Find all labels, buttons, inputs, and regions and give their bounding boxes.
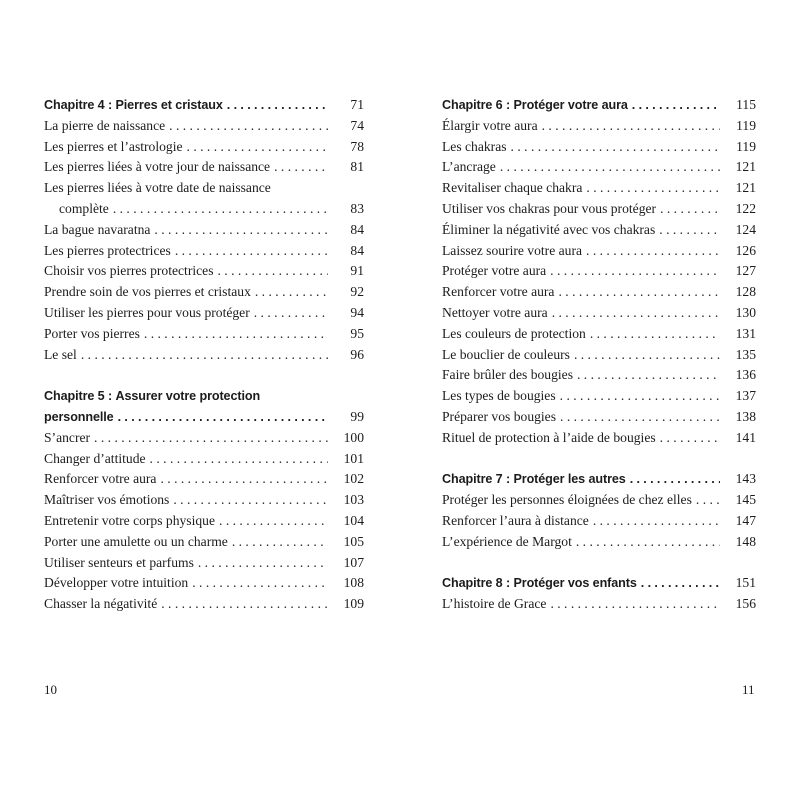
entry-title-wrap [44,220,328,241]
entry-page-number: 91 [350,263,364,279]
toc-entry [44,282,364,303]
toc-entry [442,157,756,178]
entry-title: Les chakras . . . [442,139,507,154]
entry-title: Prendre soin de vos pierres et cristaux . . . [44,284,251,299]
chapter-heading [44,386,364,428]
toc-entry [44,345,364,366]
entry-title-wrap [44,303,328,324]
entry-title: Renforcer l’aura à distance . . . [442,513,589,528]
entry-page-number: 96 [350,346,364,362]
entry-title: L’expérience de Margot . . . [442,534,572,549]
entry-title-wrap [44,553,328,574]
entry-title-wrap [44,116,328,137]
entry-title-wrap [44,428,328,449]
toc-entry [442,282,756,303]
toc-right [442,95,756,615]
entry-title-wrap [442,345,720,366]
entry-title-wrap [44,324,328,345]
entry-title: Les couleurs de protection . . . [442,326,586,341]
toc-entry [442,532,756,553]
entry-page-number: 84 [350,242,364,258]
entry-title-wrap [44,490,328,511]
toc-entry [442,428,756,449]
chapter-page-number: 151 [735,575,756,591]
entry-page-number: 136 [735,367,756,383]
entry-title-wrap [442,407,720,428]
entry-page-number: 100 [343,429,364,445]
entry-page-number: 78 [350,138,364,154]
entry-title: Élargir votre aura . . . [442,118,538,133]
entry-page-number: 138 [735,408,756,424]
entry-page-number: 130 [735,304,756,320]
entry-title-wrap [442,365,720,386]
entry-title: Porter vos pierres . . . [44,326,140,341]
toc-entry [44,178,364,220]
chapter-title [44,386,328,428]
toc-entry [44,428,364,449]
toc-entry [44,261,364,282]
entry-page-number: 122 [735,200,756,216]
entry-title-wrap [442,116,720,137]
entry-title-wrap [442,137,720,158]
entry-page-number: 127 [735,263,756,279]
entry-title: Renforcer votre aura . . . [442,284,554,299]
entry-title: Les pierres et l’astrologie . . . [44,139,183,154]
entry-page-number: 126 [735,242,756,258]
entry-page-number: 135 [735,346,756,362]
chapter-heading [442,95,756,116]
entry-page-number: 156 [735,596,756,612]
toc-entry [44,116,364,137]
entry-title-wrap [442,386,720,407]
entry-title-wrap [44,137,328,158]
entry-title-wrap [44,241,328,262]
toc-entry [442,511,756,532]
entry-page-number: 147 [735,512,756,528]
entry-title: Rituel de protection à l’aide de bougies . . . [442,430,656,445]
entry-title: Les types de bougies . . . [442,388,556,403]
entry-title: Changer d’attitude . . . [44,451,146,466]
entry-title-wrap [44,261,328,282]
entry-title: Éliminer la négativité avec vos chakras . . . [442,222,655,237]
toc-entry [44,490,364,511]
entry-title-wrap [44,511,328,532]
entry-title: Les pierres protectrices . . . [44,243,171,258]
entry-title: Développer votre intuition . . . [44,575,188,590]
toc-entry [442,407,756,428]
entry-title: Nettoyer votre aura . . . [442,305,548,320]
entry-title: La pierre de naissance . . . [44,118,165,133]
entry-title-wrap [442,157,720,178]
entry-page-number: 101 [343,450,364,466]
entry-title: Choisir vos pierres protectrices . . . [44,263,214,278]
chapter-name: Protéger les autres . . . [513,472,625,486]
toc-entry [442,365,756,386]
toc-entry [442,594,756,615]
entry-page-number: 84 [350,221,364,237]
entry-title: L’ancrage . . . [442,159,496,174]
entry-title-wrap [442,490,720,511]
chapter-prefix: Chapitre 8 : [442,576,511,591]
toc-entry [442,116,756,137]
entry-title-wrap [44,594,328,615]
entry-page-number: 121 [735,159,756,175]
toc-entry [44,241,364,262]
toc-entry [44,137,364,158]
entry-title: S’ancrer . . . [44,430,90,445]
toc-entry [442,490,756,511]
chapter-title [442,573,720,594]
toc-entry [442,220,756,241]
toc-entry [44,220,364,241]
entry-title-wrap [442,220,720,241]
entry-title: Chasser la négativité . . . [44,596,157,611]
entry-page-number: 102 [343,471,364,487]
entry-title-wrap [44,282,328,303]
entry-page-number: 81 [350,159,364,175]
page-number-right: 11 [742,682,755,697]
chapter-prefix: Chapitre 4 : [44,98,113,112]
entry-title: Entretenir votre corps physique . . . [44,513,215,528]
toc-entry [44,573,364,594]
entry-title-wrap [442,511,720,532]
entry-page-number: 119 [736,138,756,154]
toc-entry [44,469,364,490]
chapter-title [44,95,328,116]
entry-page-number: 145 [735,492,756,508]
toc-entry [44,553,364,574]
chapter-name: Protéger vos enfants . . . [513,576,636,590]
chapter-name: Assurer votre protection [115,389,261,404]
entry-title: Protéger les personnes éloignées de chez elles . . . [442,492,692,507]
chapter-title [442,95,720,116]
entry-page-number: 74 [350,117,364,133]
entry-page-number: 104 [343,512,364,528]
entry-title: Les pierres liées à votre date de naissance [44,180,271,196]
entry-page-number: 148 [735,533,756,549]
entry-title-wrap [442,428,720,449]
toc-entry [44,532,364,553]
entry-title: Le bouclier de couleurs . . . [442,347,570,362]
toc-entry [442,137,756,158]
chapter-page-number: 71 [350,97,364,112]
entry-title: Porter une amulette ou un charme . . . [44,534,228,549]
entry-title-wrap [44,345,328,366]
entry-title-wrap [442,199,720,220]
toc-left [44,95,364,615]
entry-title-wrap [44,157,328,178]
toc-entry [442,345,756,366]
toc-entry [442,386,756,407]
chapter-heading [44,95,364,116]
chapter-prefix: Chapitre 5 : [44,389,113,404]
toc-entry [442,199,756,220]
entry-page-number: 124 [735,221,756,237]
entry-page-number: 107 [343,554,364,570]
entry-title-wrap [44,469,328,490]
entry-page-number: 95 [350,325,364,341]
toc-entry [442,241,756,262]
entry-title: Faire brûler des bougies . . . [442,367,573,382]
entry-page-number: 128 [735,284,756,300]
entry-title-wrap [442,282,720,303]
entry-title-wrap [44,178,328,220]
entry-title-wrap [442,594,720,615]
entry-title: Utiliser les pierres pour vous protéger . . . [44,305,250,320]
chapter-page-number: 143 [735,471,756,487]
entry-title-wrap [442,324,720,345]
toc-entry [442,324,756,345]
entry-page-number: 121 [735,180,756,196]
toc-entry [44,511,364,532]
chapter-page-number: 99 [350,408,364,424]
entry-title-wrap [442,303,720,324]
chapter-prefix: Chapitre 6 : [442,98,511,112]
entry-page-number: 83 [350,200,364,216]
toc-entry [442,178,756,199]
entry-title: La bague navaratna . . . [44,222,150,237]
entry-title-wrap [44,573,328,594]
chapter-prefix: Chapitre 7 : [442,472,511,487]
entry-title: Préparer vos bougies . . . [442,409,556,424]
entry-title: Utiliser senteurs et parfums . . . [44,555,194,570]
entry-title-wrap [44,449,328,470]
toc-entry [44,157,364,178]
chapter-page-number: 115 [736,97,756,112]
toc-entry [44,449,364,470]
entry-title: Les pierres liées à votre jour de naissance . . . [44,159,270,174]
entry-title-wrap [442,241,720,262]
entry-page-number: 109 [343,596,364,612]
entry-title-wrap [442,178,720,199]
entry-page-number: 94 [350,304,364,320]
chapter-heading [442,573,756,594]
entry-title: Le sel . . . [44,347,77,362]
chapter-title [442,469,720,490]
chapter-name-line2: personnelle . . . [44,410,114,424]
toc-entry [442,261,756,282]
chapter-heading [442,469,756,490]
entry-page-number: 103 [343,492,364,508]
entry-title: L’histoire de Grace . . . [442,596,546,611]
entry-title: Laissez sourire votre aura . . . [442,243,582,258]
entry-title-wrap [442,532,720,553]
entry-page-number: 105 [343,533,364,549]
entry-page-number: 141 [735,429,756,445]
entry-page-number: 108 [343,575,364,591]
entry-title-line2: complète . . . [44,199,328,220]
right-page [400,0,800,800]
toc-entry [442,303,756,324]
entry-title-wrap [442,261,720,282]
chapter-name: Protéger votre aura . . . [513,98,627,112]
entry-title: Protéger votre aura . . . [442,263,546,278]
toc-entry [44,303,364,324]
entry-title: Revitaliser chaque chakra . . . [442,180,582,195]
entry-page-number: 131 [735,325,756,341]
entry-page-number: 92 [350,284,364,300]
chapter-name: Pierres et cristaux . . . [115,98,222,112]
entry-title: Utiliser vos chakras pour vous protéger . . . [442,201,656,216]
toc-entry [44,324,364,345]
entry-title: Renforcer votre aura . . . [44,471,156,486]
page-number-left: 10 [44,682,57,697]
toc-entry [44,594,364,615]
entry-title: Maîtriser vos émotions . . . [44,492,169,507]
entry-title-wrap [44,532,328,553]
entry-page-number: 137 [735,388,756,404]
entry-page-number: 119 [736,117,756,133]
